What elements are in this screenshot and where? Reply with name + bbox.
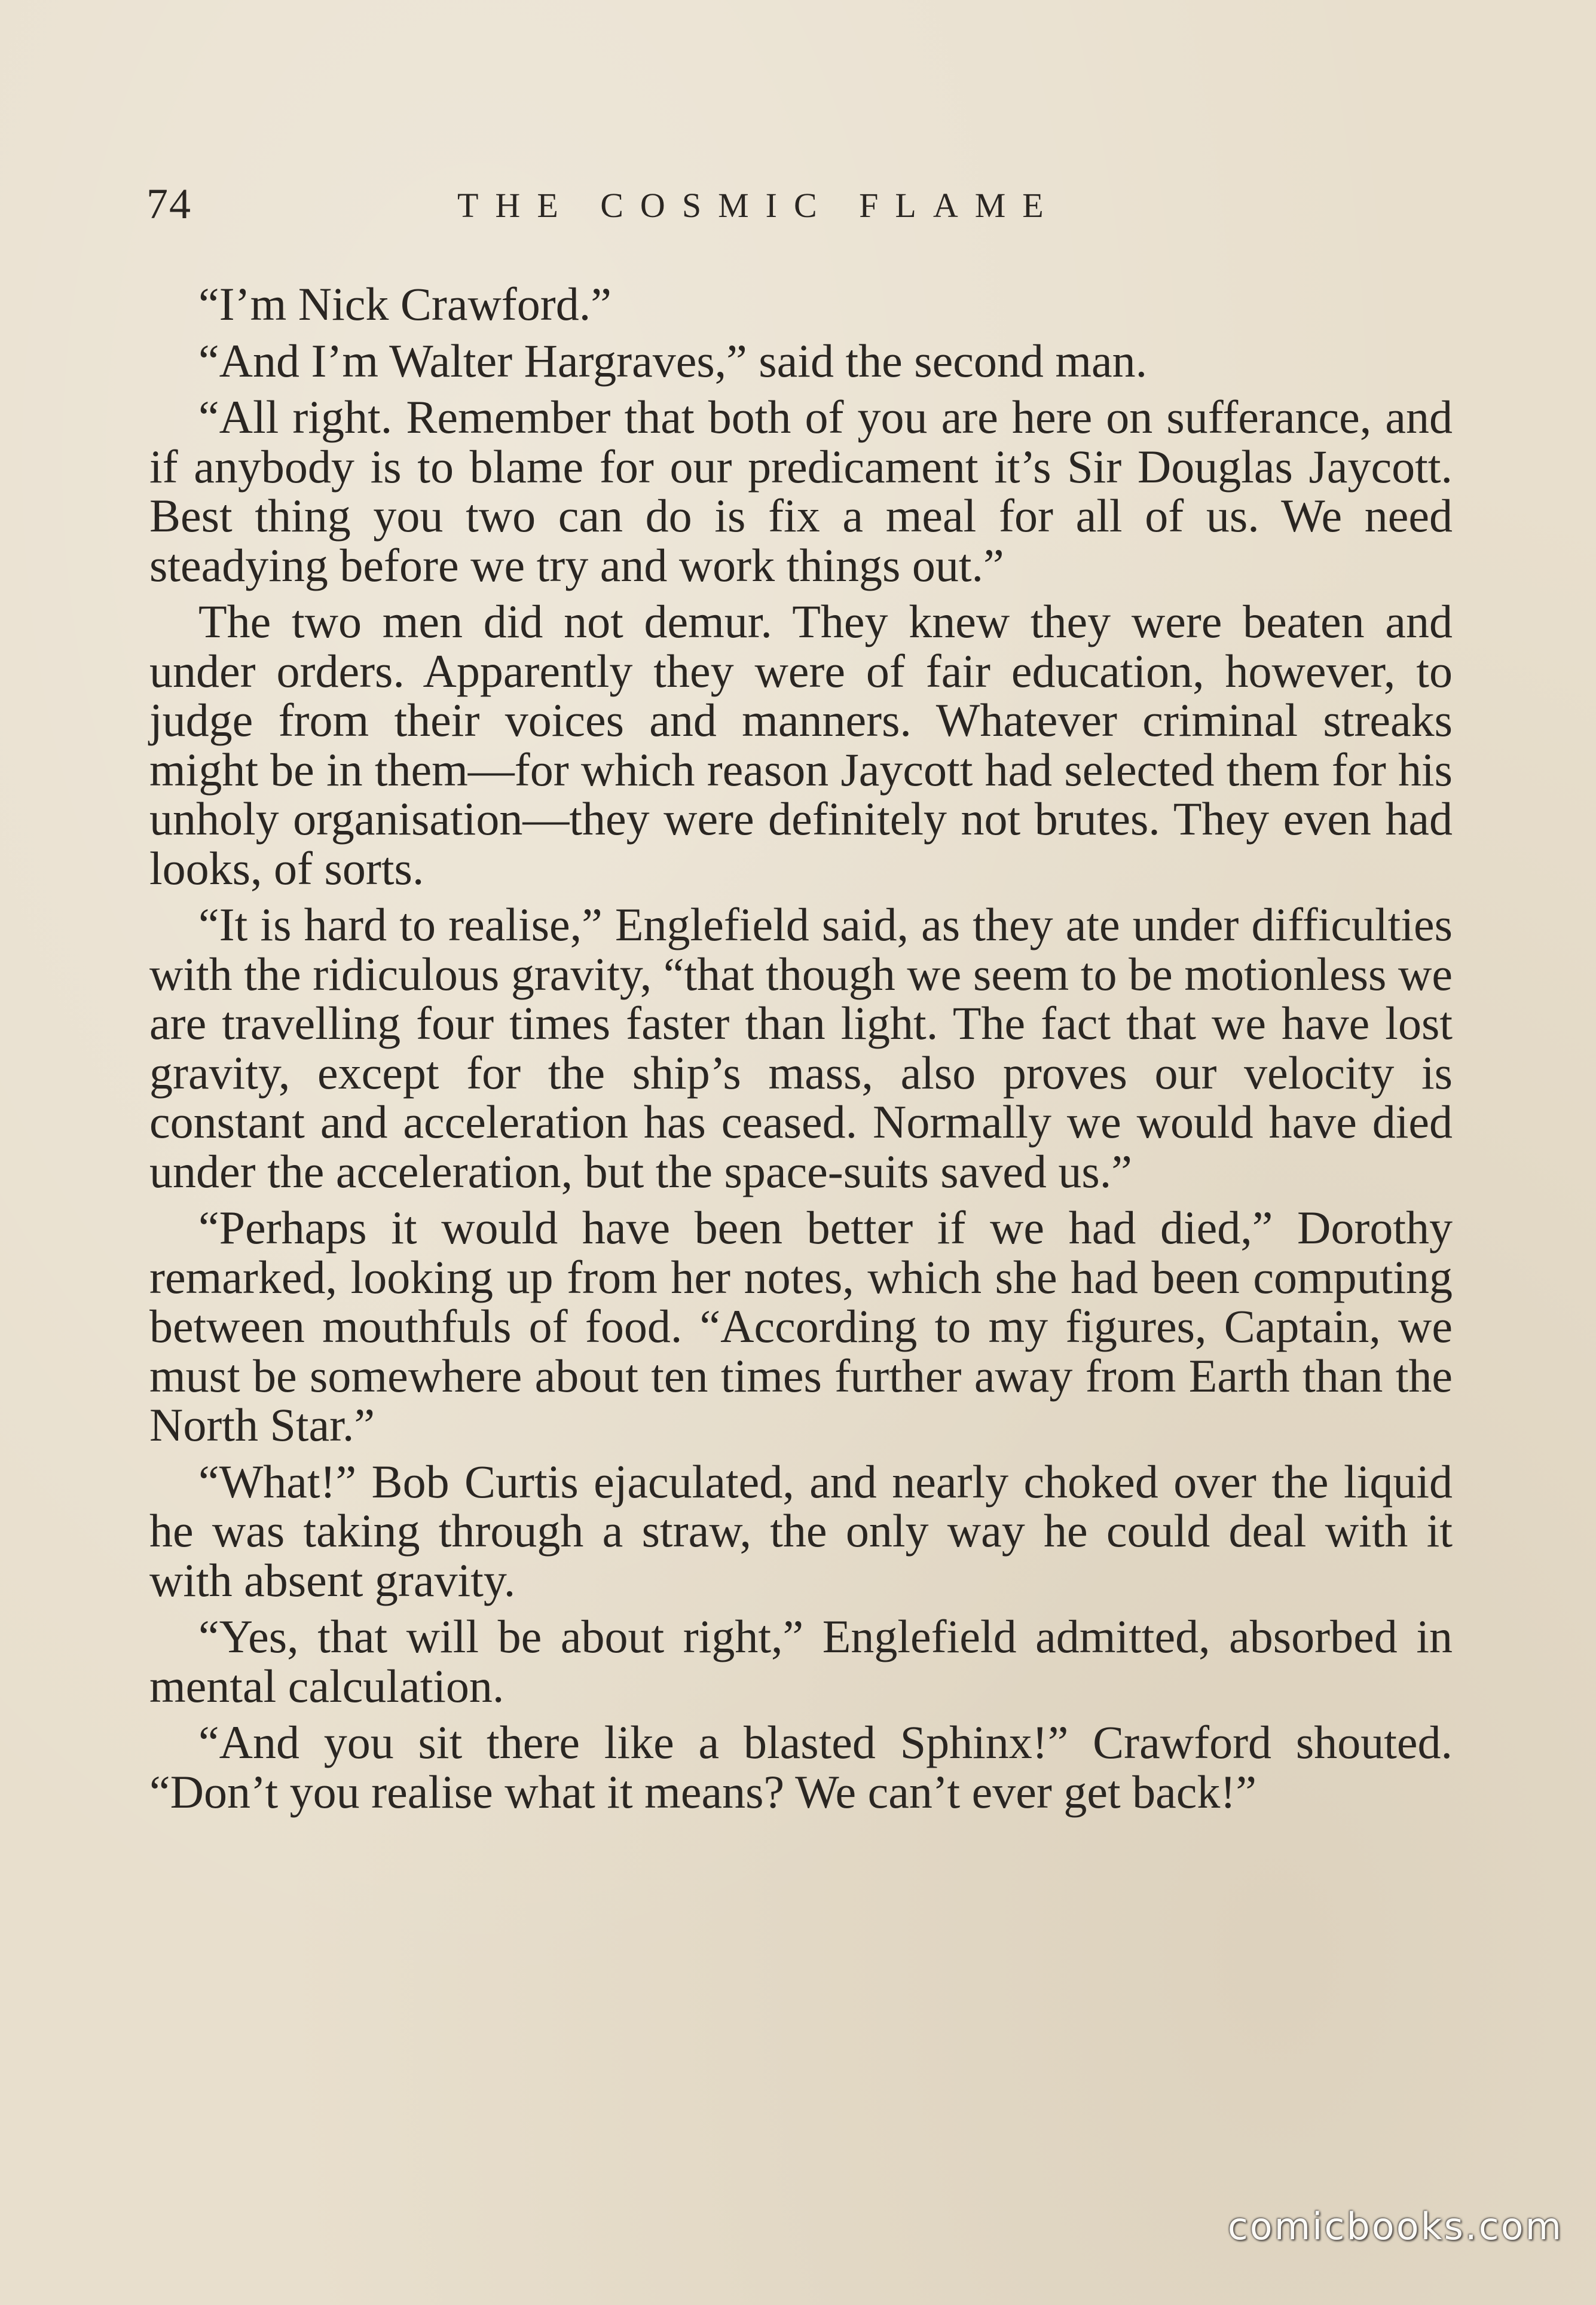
running-title: THE COSMIC FLAME xyxy=(457,186,1060,225)
paragraph: “What!” Bob Curtis ejaculated, and nearly choked over the liquid he was taking through a straw, the only way he could deal with it with absent gravity. xyxy=(149,1455,1453,1606)
paragraph: “And you sit there like a blasted Sphinx!” Crawford shouted. “Don’t you realise what it means? We can’t ever get back!” xyxy=(149,1716,1453,1818)
body-text xyxy=(149,280,1453,1817)
paragraph: “And I’m Walter Hargraves,” said the second man. xyxy=(198,334,1148,387)
watermark: comicbooks.com xyxy=(1227,2205,1563,2248)
page-header xyxy=(146,179,1473,245)
paragraph: “All right. Remember that both of you are here on sufferance, and if anybody is to blame for our predicament it’s Sir Douglas Jaycott. Best thing you two can do is fix a meal for all of us. We need steadying before we try and work things out.” xyxy=(149,391,1453,591)
paragraph: “It is hard to realise,” Englefield said, as they ate under difficulties with the ridiculous gravity, “that though we seem to be motionless we are travelling four times faster than light. The fact that we have lost gravity, except for the ship’s mass, also proves our velocity is constant and acceleration has ceased. Normally we would have died under the acceleration, but the space-suits saved us.” xyxy=(149,898,1453,1197)
paragraph: The two men did not demur. They knew they were beaten and under orders. Apparently they were of fair education, however, to judge from their voices and manners. Whatever criminal streaks might be in them—for which reason Jaycott had selected them for his unholy organisation—they were definitely not brutes. They even had looks, of sorts. xyxy=(149,595,1453,894)
page-number: 74 xyxy=(146,180,192,228)
paragraph: “I’m Nick Crawford.” xyxy=(198,278,612,330)
paragraph: “Yes, that will be about right,” Englefield admitted, absorbed in mental calculation. xyxy=(149,1610,1453,1712)
paragraph: “Perhaps it would have been better if we had died,” Dorothy remarked, looking up from her notes, which she had been computing between mouthfuls of food. “According to my figures, Captain, we must be somewhere about ten times further away from Earth than the North Star.” xyxy=(149,1202,1453,1451)
